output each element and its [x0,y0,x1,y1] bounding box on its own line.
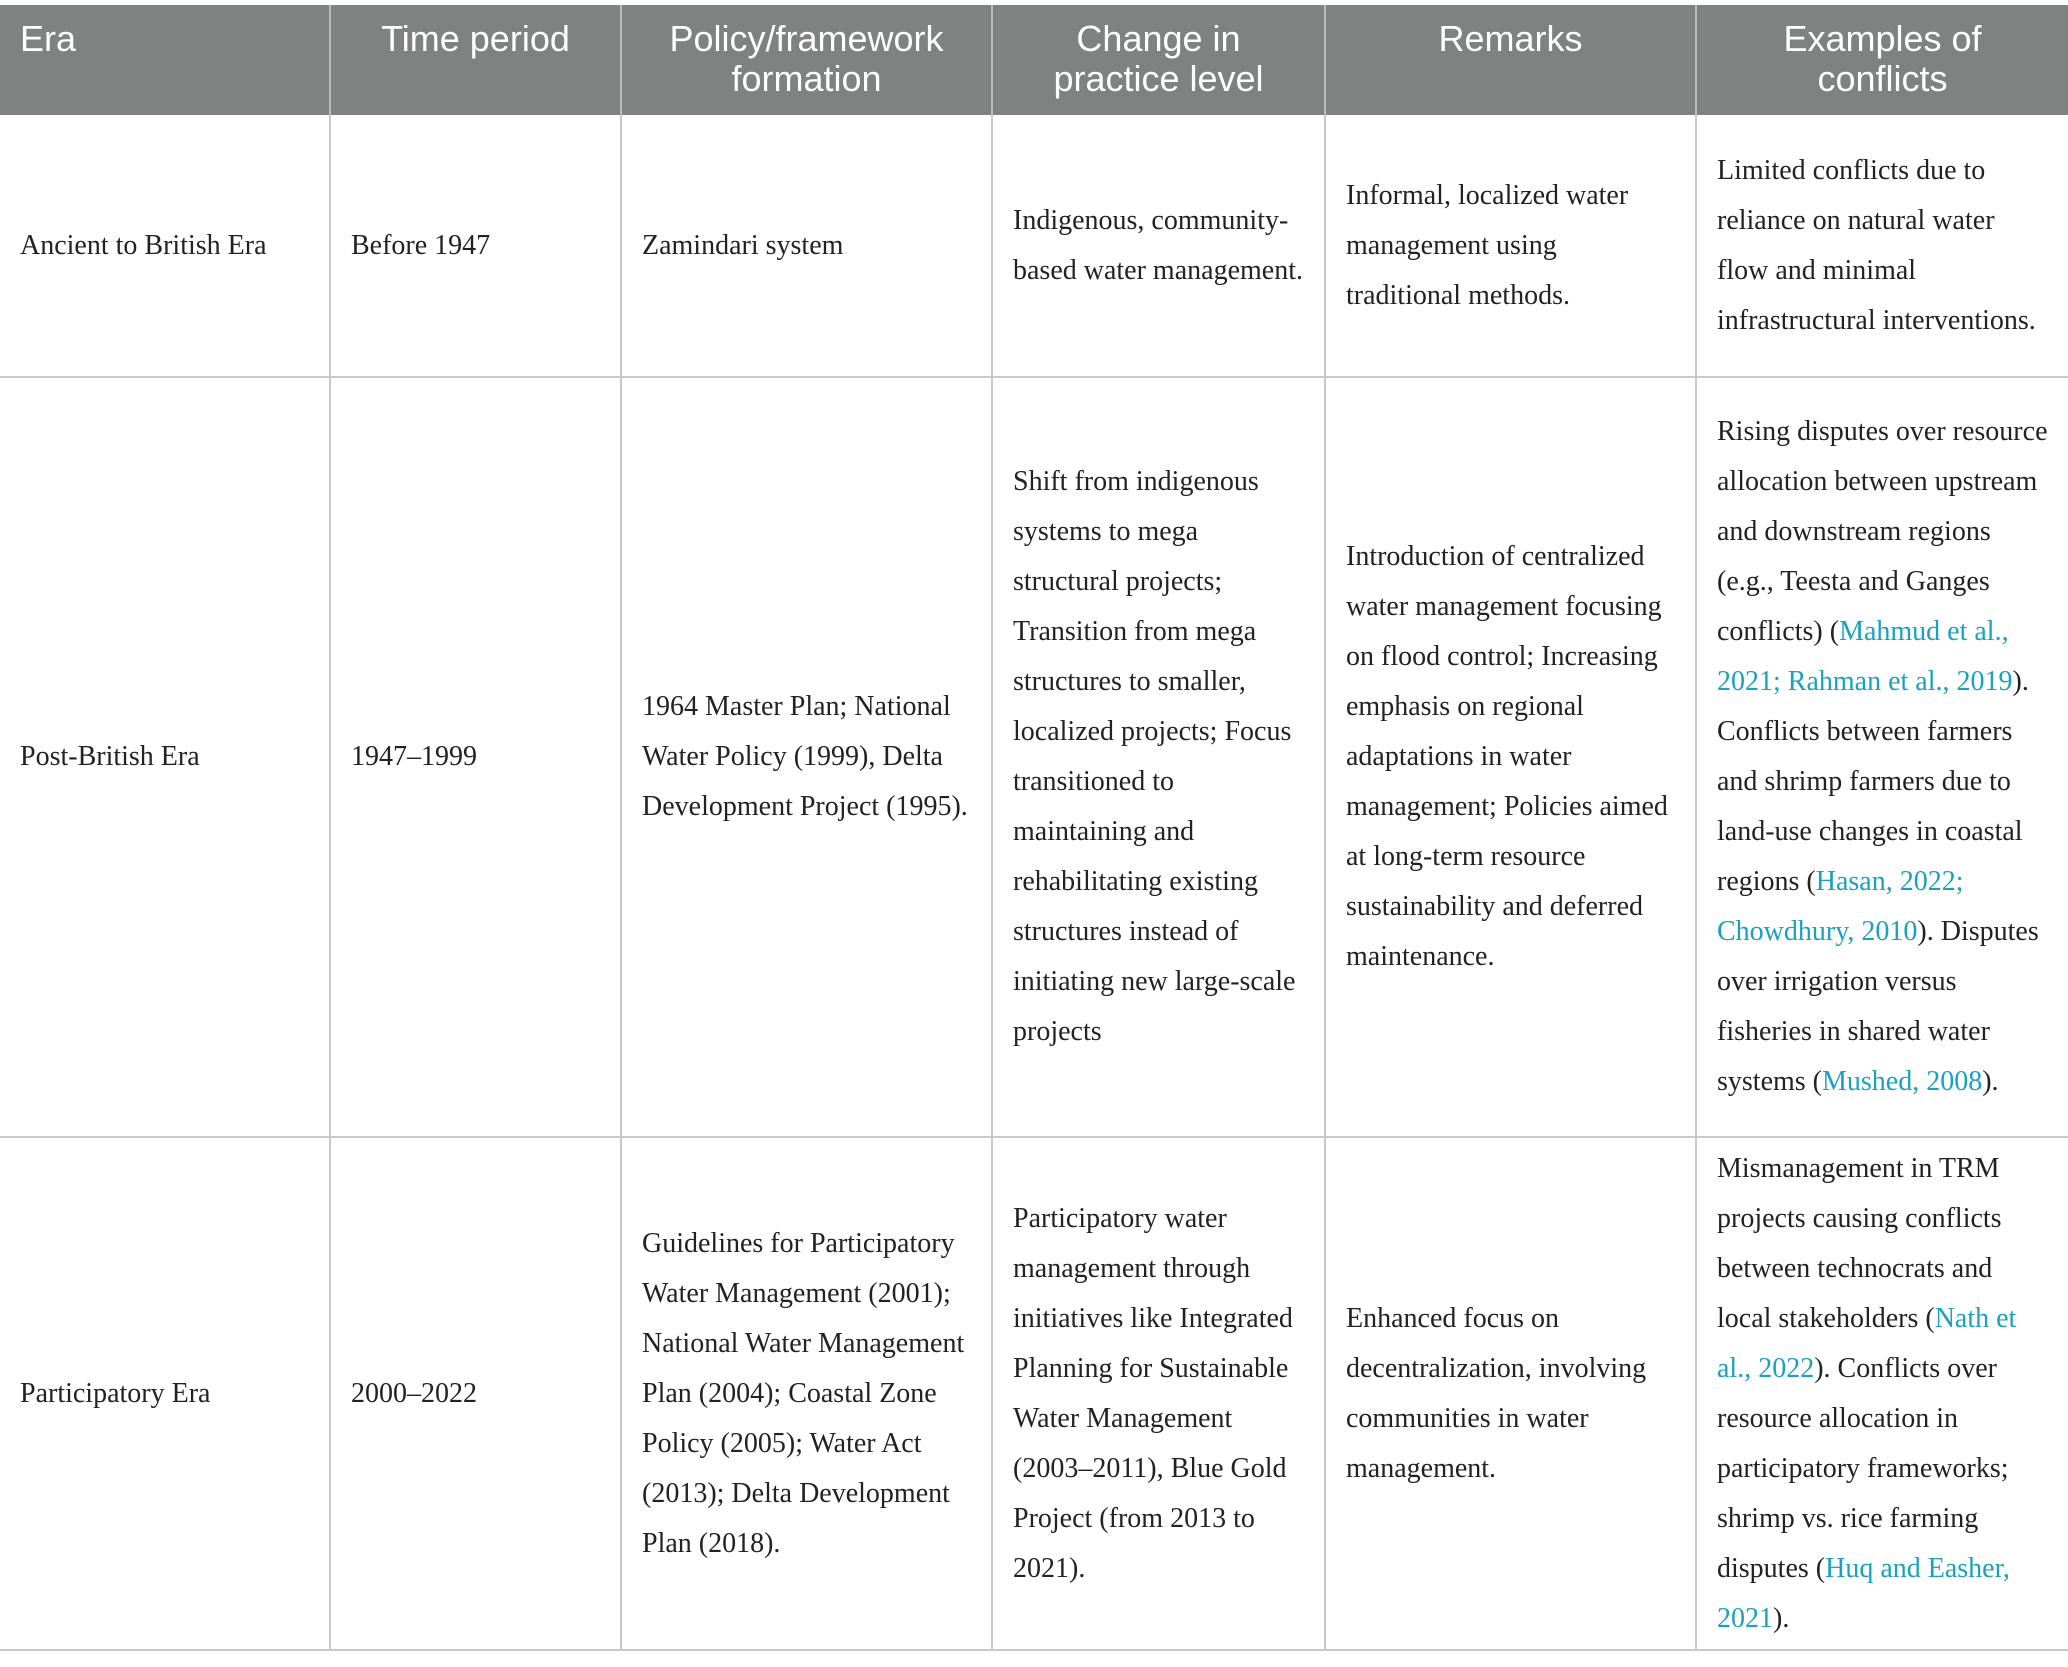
cell-era: Participatory Era [0,1137,330,1650]
header-conflicts: Examples of conflicts [1696,5,2068,115]
citation-link[interactable]: Hasan, 2022; Chowdhury, 2010 [1717,866,1964,947]
cell-policy: 1964 Master Plan; National Water Policy (1999), Delta Development Project (1995). [621,377,992,1137]
citation-link[interactable]: Huq and Easher, 2021 [1717,1552,2010,1634]
header-policy: Policy/framework formation [621,5,992,115]
citation-link[interactable]: Mushed, 2008 [1822,1066,1983,1097]
header-row [0,5,2068,115]
header-time-period: Time period [330,5,621,115]
cell-remarks: Enhanced focus on decentralization, involving communities in water management. [1325,1137,1696,1650]
conflict-text: ). Disputes over irrigation versus fisheries in shared water systems ( [1717,916,2039,1097]
eras-table [0,5,2068,1651]
conflict-text: ). Conflicts over resource allocation in participatory frameworks; shrimp vs. rice farming disputes ( [1717,1352,2009,1584]
table-row [0,377,2068,1137]
conflict-text: Rising disputes over resource allocation between upstream and downstream regions (e.g., Teesta and Ganges conflicts) ( [1717,416,2048,647]
conflict-text: Mismanagement in TRM projects causing conflicts between technocrats and local stakeholders ( [1717,1152,2002,1334]
cell-time-period: 2000–2022 [330,1137,621,1650]
table-row [0,115,2068,377]
cell-era: Post-British Era [0,377,330,1137]
cell-conflicts: Limited conflicts due to reliance on natural water flow and minimal infrastructural interventions. [1696,115,2068,377]
cell-era: Ancient to British Era [0,115,330,377]
table-row [0,1137,2068,1650]
cell-time-period: Before 1947 [330,115,621,377]
header-change: Change in practice level [992,5,1325,115]
cell-conflicts [1696,377,2068,1137]
citation-link[interactable]: Mahmud et al., 2021; Rahman et al., 2019 [1717,616,2013,697]
header-era: Era [0,5,330,115]
table-header [0,5,2068,115]
conflict-text: ). Conflicts between farmers and shrimp farmers due to land-use changes in coastal regions ( [1717,666,2029,897]
cell-remarks: Informal, localized water management using traditional methods. [1325,115,1696,377]
cell-conflicts [1696,1137,2068,1650]
conflict-text: ). [1982,1066,1999,1097]
cell-policy: Zamindari system [621,115,992,377]
cell-change: Indigenous, community-based water management. [992,115,1325,377]
cell-policy: Guidelines for Participatory Water Management (2001); National Water Management Plan (2004); Coastal Zone Policy (2005); Water Act (2013); Delta Development Plan (2018). [621,1137,992,1650]
table-container [0,5,2068,1651]
cell-change: Participatory water management through initiatives like Integrated Planning for Sustainable Water Management (2003–2011), Blue Gold Project (from 2013 to 2021). [992,1137,1325,1650]
conflict-text: ). [1773,1602,1790,1634]
cell-remarks: Introduction of centralized water management focusing on flood control; Increasing emphasis on regional adaptations in water management; Policies aimed at long-term resource sustainability and deferred maintenance. [1325,377,1696,1137]
cell-time-period: 1947–1999 [330,377,621,1137]
citation-link[interactable]: Nath et al., 2022 [1717,1302,2017,1384]
cell-change: Shift from indigenous systems to mega structural projects; Transition from mega structures to smaller, localized projects; Focus transitioned to maintaining and rehabilitating existing structures instead of initiating new large-scale projects [992,377,1325,1137]
header-remarks: Remarks [1325,5,1696,115]
table-body [0,115,2068,1650]
